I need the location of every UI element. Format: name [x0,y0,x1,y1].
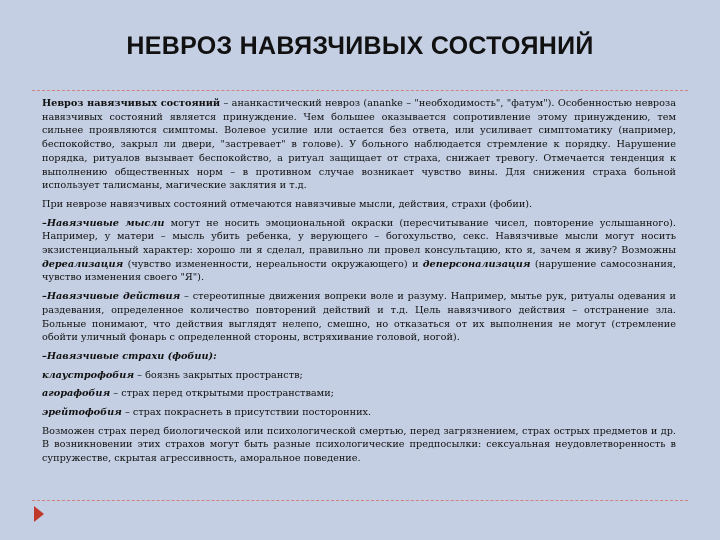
term-claustrophobia: клаустрофобия [42,369,135,381]
obsessive-actions-text: – стереотипные движения вопреки воле и разуму. Например, мытье рук, ритуалы одевания и раздевания, определенное количество повторений действий и т.д. Цель навязчивого действия – отстранение зла. Больные понимают, что действия выглядят нелепо, смешно, но отказаться от их выполнения не могут (стремление обойти уличный фонарь с определенной стороны, встряхивание головой, ногой). [42,291,677,344]
paragraph-definition [42,97,676,193]
slide-title: НЕВРОЗ НАВЯЗЧИВЫХ СОСТОЯНИЙ [126,32,594,60]
paragraph-obsessive-actions [42,290,676,345]
bottom-divider [32,500,688,501]
term-agoraphobia: агорафобия [42,388,111,400]
phobia-claustrophobia [42,369,676,383]
next-slide-arrow-icon[interactable] [34,506,44,522]
paragraph-other-fears: Возможен страх перед биологической или психологической смертью, перед загрязнением, страх острых предметов и др. В возникновении этих страхов могут быть разные психологические предпосылки: сексуальная неудовлетворенность в супружестве, скрытая агрессивность, аморальное поведение. [42,425,676,465]
term-obsessive-thoughts: –Навязчивые мысли [42,217,165,229]
depersonalization-text: (нарушение самосознания, чувство изменения своего "Я"). [42,258,676,284]
term-derealization: дереализация [42,258,124,270]
paragraph-symptoms: При неврозе навязчивых состояний отмечаются навязчивые мысли, действия, страхи (фобии). [42,198,533,210]
term-obsessive-actions: –Навязчивые действия [42,291,181,303]
agoraphobia-text: – страх перед открытыми пространствами; [110,388,334,400]
term-depersonalization: деперсонализация [422,258,531,270]
heading-phobias: –Навязчивые страхи (фобии): [42,350,217,362]
term-ereutophobia: эрейтофобия [42,407,122,419]
term-neurosis: Невроз навязчивых состояний [42,98,221,109]
top-divider [32,90,688,91]
slide-content [42,97,676,471]
claustrophobia-text: – боязнь закрытых пространств; [134,369,303,381]
definition-text: – ананкастический невроз (ananke – "необходимость", "фатум"). Особенностью невроза навязчивых состояний является принуждение. Чем большее оказывается сопротивление этому принуждению, тем сильнее проявляются симптомы. Волевое усилие или остается без ответа, или усиливает симптоматику (например, беспокойство, закрыл ли двери, "застревает" в голове). У больного наблюдается стремление к порядку. Нарушение порядка, ритуалов вызывает беспокойство, а ритуал защищает от страха, снижает тревогу. Отмечается тенденция к выполнению общественных норм – в противном случае возникает чувство вины. Для снижения страха больной использует талисманы, магические заклятия и т.д. [42,98,676,192]
obsessive-thoughts-text: могут не носить эмоциональной окраски (пересчитывание чисел, повторение услышанного). Например, у матери – мысль убить ребенка, у верующего – богохульство, секс. Навязчивые мысли могут носить экзистенциальный характер: хорошо ли я сделал, правильно ли провел консультацию, кто я, зачем я живу? Возможны [42,217,677,257]
phobia-ereutophobia [42,406,676,420]
paragraph-obsessive-thoughts [42,217,676,286]
phobia-agoraphobia [42,387,676,401]
derealization-text: (чувство измененности, нереальности окружающего) и [123,258,423,270]
ereutophobia-text: – страх покраснеть в присутствии посторонних. [121,407,372,419]
